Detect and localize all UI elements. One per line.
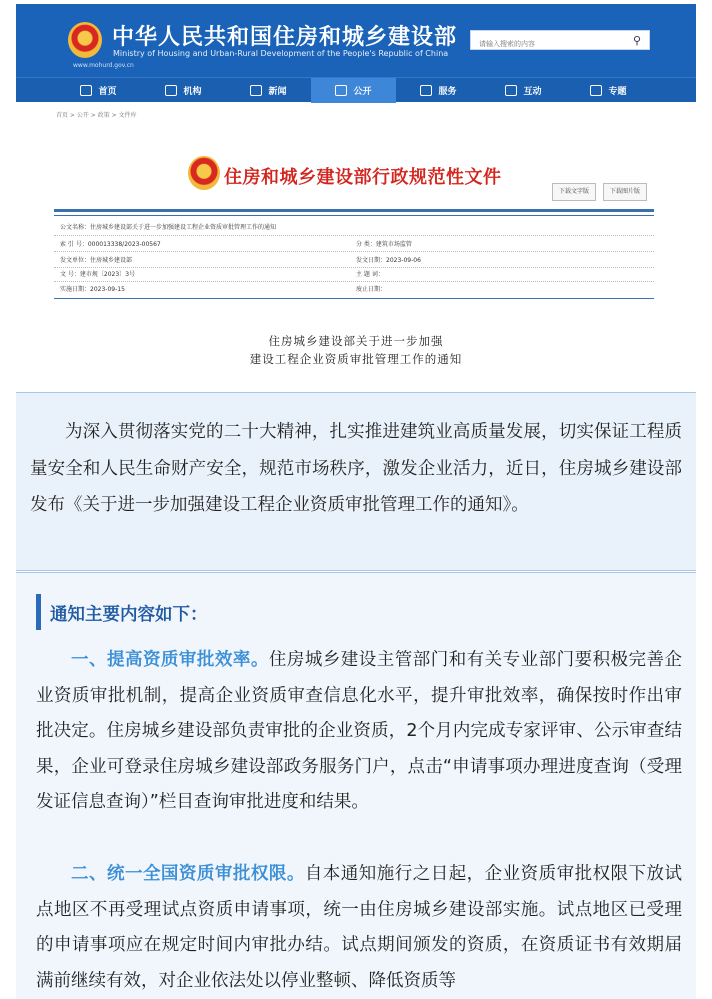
divider	[54, 281, 654, 282]
divider	[54, 235, 654, 236]
service-icon	[420, 85, 432, 96]
chat-icon	[505, 85, 517, 96]
site-title: 中华人民共和国住房和城乡建设部	[112, 25, 458, 50]
item-paragraph-2	[36, 857, 682, 999]
meta-repeal-date: 废止日期：	[356, 286, 387, 293]
site-url: www.mohurd.gov.cn	[73, 62, 134, 69]
nav-item-news[interactable]: 新闻	[226, 78, 311, 103]
intro-panel	[16, 392, 696, 571]
nav-item-public[interactable]: 公开	[311, 78, 396, 103]
item-heading-2: 二、统一全国资质审批权限。	[71, 864, 305, 884]
meta-category: 分 类：建筑市场监管	[356, 241, 412, 248]
document-heading: 住房和城乡建设部行政规范性文件	[224, 167, 502, 188]
section-title: 通知主要内容如下：	[50, 605, 208, 625]
search-box[interactable]	[470, 30, 650, 50]
topic-icon	[590, 85, 602, 96]
national-emblem-icon	[68, 22, 102, 58]
national-emblem-icon	[188, 156, 220, 190]
download-image-button[interactable]: 下载图片版	[603, 183, 647, 201]
site-header	[16, 4, 696, 98]
news-icon	[250, 85, 262, 96]
building-icon	[165, 85, 177, 96]
nav-item-topics[interactable]: 专题	[566, 78, 651, 103]
website-screenshot	[16, 0, 696, 390]
nav-item-home[interactable]: 首页	[56, 78, 141, 103]
meta-doc-number: 文 号：建市规〔2023〕3号	[60, 271, 136, 278]
meta-effective-date: 实施日期：2023-09-15	[60, 286, 125, 293]
divider	[54, 251, 654, 252]
meta-issuer: 发文单位：住房城乡建设部	[60, 257, 133, 264]
breadcrumb[interactable]: 首页 > 公开 > 政策 > 文件库	[56, 112, 137, 119]
notice-title-line2: 建设工程企业资质审批管理工作的通知	[249, 352, 463, 366]
document-icon	[335, 85, 347, 96]
download-text-button[interactable]: 下载文字版	[552, 183, 596, 201]
divider	[54, 209, 654, 212]
site-subtitle: Ministry of Housing and Urban-Rural Development of the People's Republic of China	[113, 49, 449, 58]
item-text-2: 自本通知施行之日起，企业资质审批权限下放试点地区不再受理试点资质申请事项，统一由住房城乡建设部实施。试点地区已受理的申请事项应在规定时间内审批办结。试点期间颁发的资质，在资质证书有效期届满前继续有效，对企业依法处以停业整顿、降低资质等	[36, 864, 683, 991]
nav-item-interaction[interactable]: 互动	[481, 78, 566, 103]
item-paragraph-1	[36, 643, 682, 821]
section-accent-bar	[36, 594, 41, 630]
content-panel	[16, 572, 696, 999]
meta-subject: 主 题 词：	[356, 271, 384, 278]
meta-index: 索 引 号：000013338/2023-00567	[60, 241, 161, 248]
item-text-1: 住房城乡建设主管部门和有关专业部门要积极完善企业资质审批机制，提高企业资质审查信息化水平，提升审批效率，确保按时作出审批决定。住房城乡建设部负责审批的企业资质，2个月内完成专家评审、公示审查结果，企业可登录住房城乡建设部政务服务门户，点击“申请事项办理进度查询（受理发证信息查询）”栏目查询审批进度和结果。	[36, 650, 683, 812]
item-heading-1: 一、提高资质审批效率。	[71, 650, 269, 670]
home-icon	[80, 85, 92, 96]
nav-item-organization[interactable]: 机构	[141, 78, 226, 103]
divider	[54, 215, 654, 216]
main-nav	[16, 77, 696, 102]
search-input[interactable]	[471, 35, 621, 53]
search-icon[interactable]: ⚲	[632, 34, 641, 47]
notice-title-line1: 住房城乡建设部关于进一步加强	[268, 334, 444, 348]
divider	[54, 298, 654, 299]
intro-paragraph: 为深入贯彻落实党的二十大精神，扎实推进建筑业高质量发展，切实保证工程质量安全和人民生命财产安全，规范市场秩序，激发企业活力，近日，住房城乡建设部发布《关于进一步加强建设工程企业资质审批管理工作的通知》。	[30, 422, 682, 515]
nav-item-service[interactable]: 服务	[396, 78, 481, 103]
divider	[54, 267, 654, 268]
meta-document-name: 公文名称：住房城乡建设部关于进一步加强建设工程企业资质审批管理工作的通知	[60, 224, 277, 231]
meta-issue-date: 发文日期：2023-09-06	[356, 257, 421, 264]
